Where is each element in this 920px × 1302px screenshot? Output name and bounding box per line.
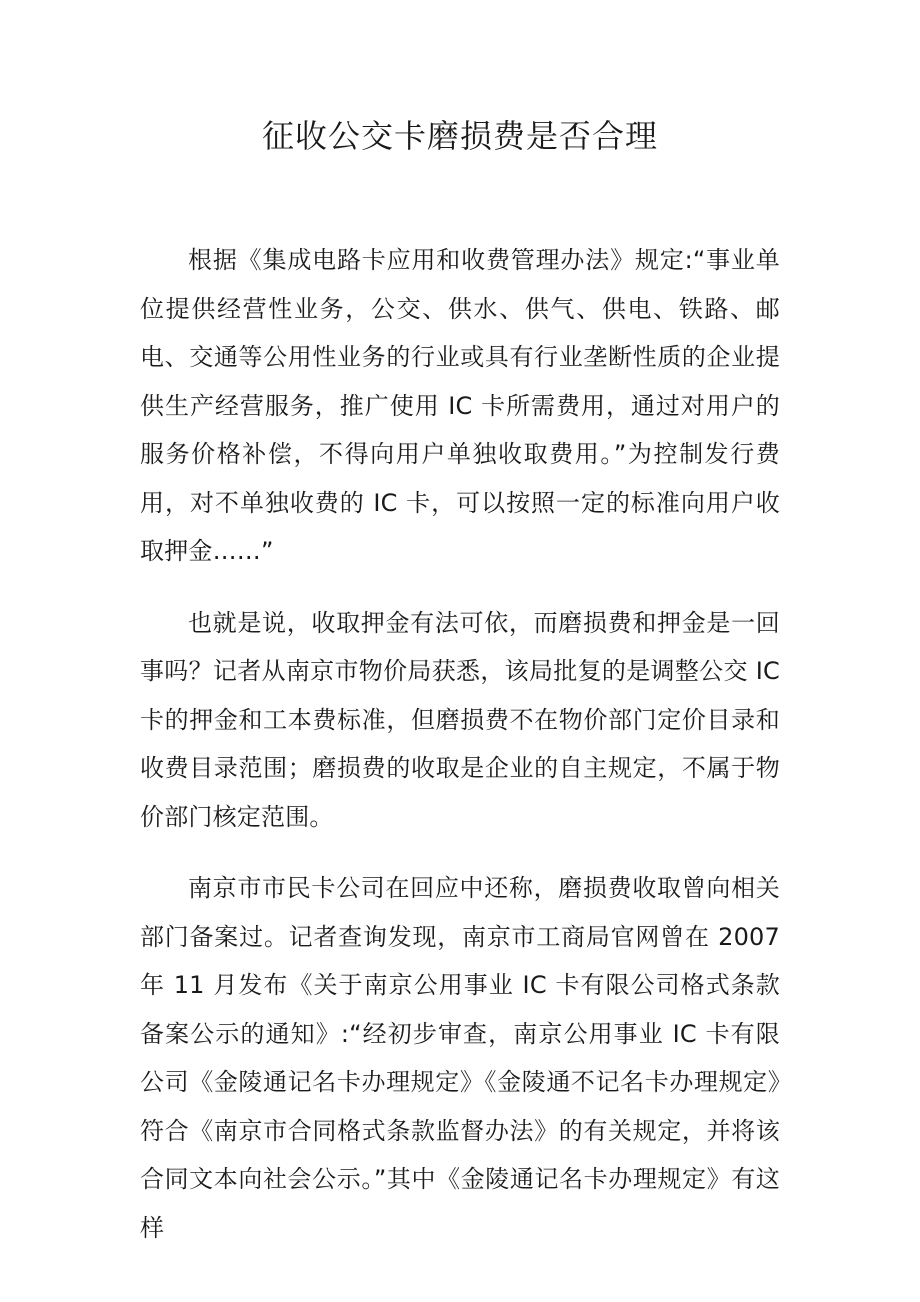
- document-body: [140, 236, 780, 1275]
- paragraph-2: 也就是说，收取押金有法可依，而磨损费和押金是一回事吗？记者从南京市物价局获悉，该局批复的是调整公交 IC 卡的押金和工本费标准，但磨损费不在物价部门定价目录和收费目录范围；磨损费的收取是企业的自主规定，不属于物价部门核定范围。: [140, 608, 780, 831]
- document-title: 征收公交卡磨损费是否合理: [261, 117, 658, 155]
- paragraph-3: 南京市市民卡公司在回应中还称，磨损费收取曾向相关部门备案过。记者查询发现，南京市工商局官网曾在 2007 年 11 月发布《关于南京公用事业 IC 卡有限公司格式条款备案公示的通知》:“经初步审查，南京公用事业 IC 卡有限公司《金陵通记名卡办理规定》《金陵通不记名卡办理规定》符合《南京市合同格式条款监督办法》的有关规定，并将该合同文本向社会公示。”其中《金陵通记名卡办理规定》有这样: [140, 874, 780, 1242]
- paragraph-1: 根据《集成电路卡应用和收费管理办法》规定:“事业单位提供经营性业务，公交、供水、供气、供电、铁路、邮电、交通等公用性业务的行业或具有行业垄断性质的企业提供生产经营服务，推广使用 IC 卡所需费用，通过对用户的服务价格补偿，不得向用户单独收取费用。”为控制发行费用，对不单独收费的 IC 卡，可以按照一定的标准向用户收取押金……”: [140, 246, 780, 565]
